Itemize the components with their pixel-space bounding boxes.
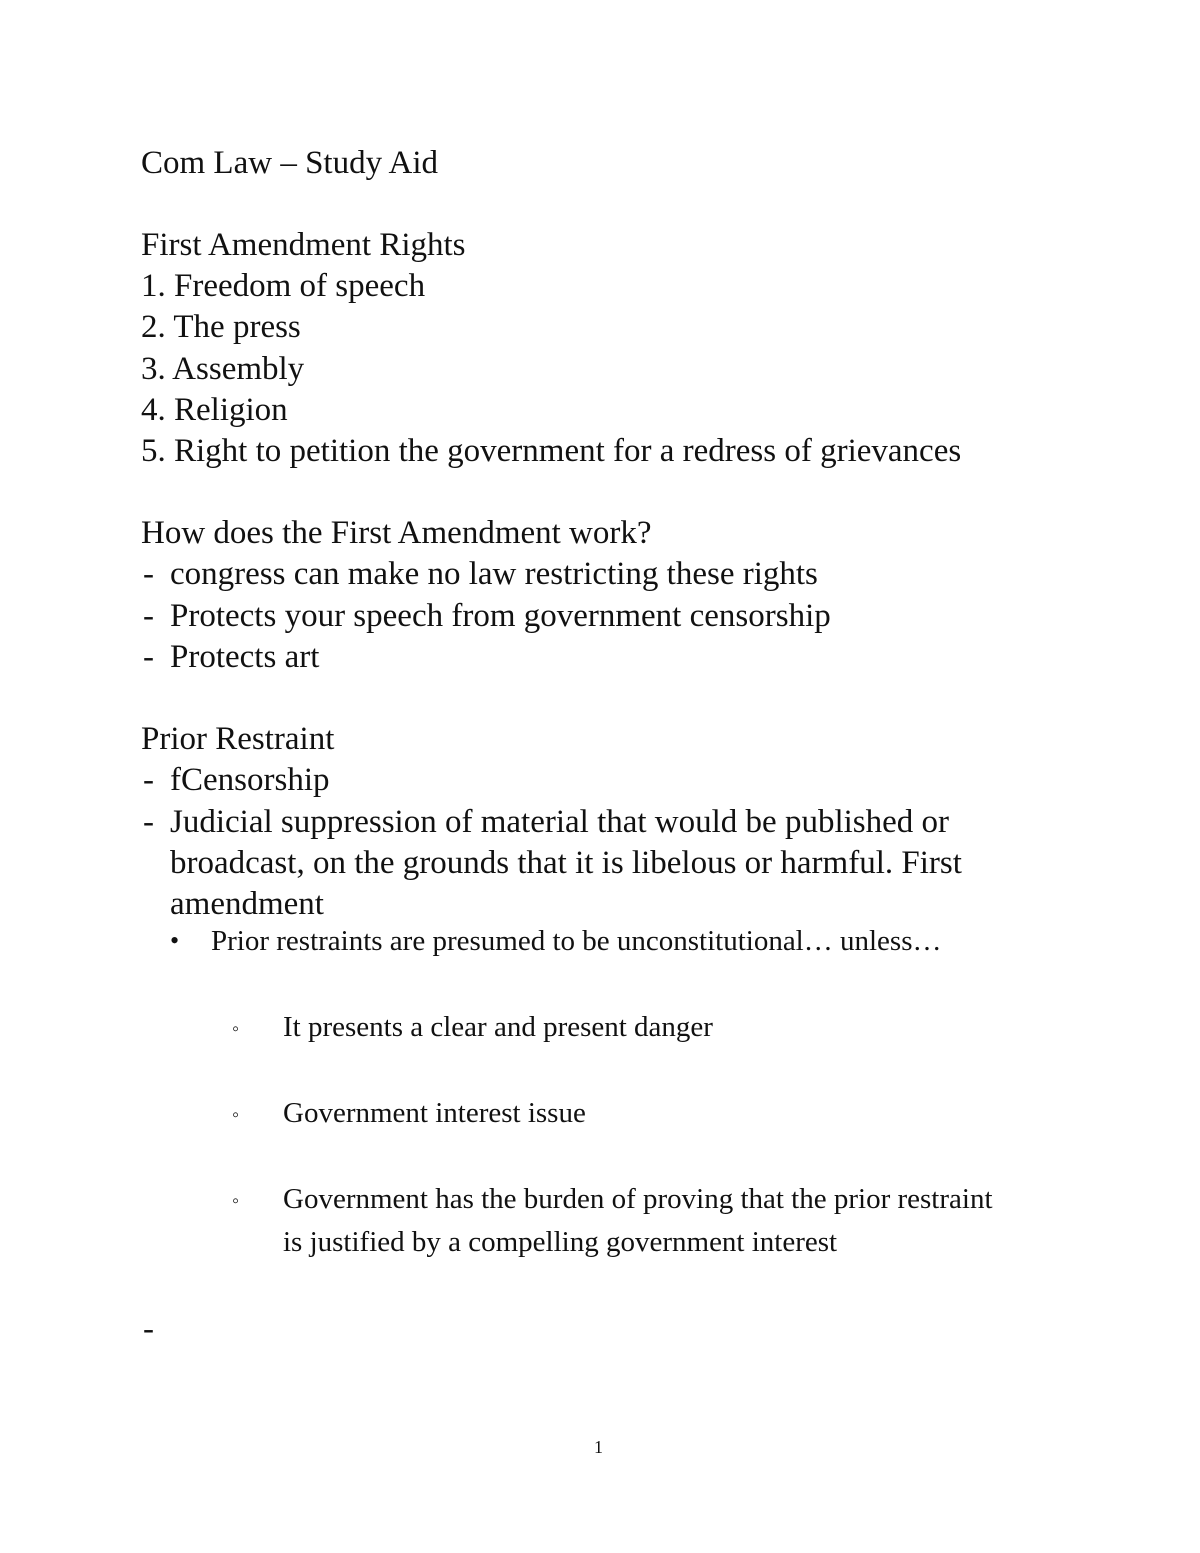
dash-marker: - <box>143 598 154 634</box>
dash-marker: - <box>143 804 154 840</box>
prior-item-definition: amendment <box>170 886 324 922</box>
how-item: Protects art <box>170 639 320 675</box>
trailing-dash: - <box>143 1311 154 1347</box>
prior-heading: Prior Restraint <box>141 721 335 757</box>
rights-item: 5. Right to petition the government for a redress of grievances <box>141 433 962 469</box>
prior-bullet: Prior restraints are presumed to be unconstitutional… unless… <box>211 925 942 957</box>
circle-marker: ◦ <box>232 1104 240 1126</box>
how-item: congress can make no law restricting these rights <box>170 556 818 592</box>
rights-heading: First Amendment Rights <box>141 227 466 263</box>
prior-sub-item: Government interest issue <box>283 1097 586 1129</box>
rights-item: 4. Religion <box>141 392 288 428</box>
prior-sub-item: Government has the burden of proving that the prior restraint <box>283 1183 993 1215</box>
prior-sub-item: It presents a clear and present danger <box>283 1011 713 1043</box>
dash-marker: - <box>143 762 154 798</box>
document-title: Com Law – Study Aid <box>141 145 439 181</box>
rights-item: 1. Freedom of speech <box>141 268 426 304</box>
prior-item-definition: broadcast, on the grounds that it is libelous or harmful. First <box>170 845 962 881</box>
rights-item: 3. Assembly <box>141 351 305 387</box>
circle-marker: ◦ <box>232 1018 240 1040</box>
prior-sub-item: is justified by a compelling government interest <box>283 1226 838 1258</box>
prior-item-censorship: fCensorship <box>170 762 330 798</box>
rights-item: 2. The press <box>141 309 301 345</box>
circle-marker: ◦ <box>232 1190 240 1212</box>
how-heading: How does the First Amendment work? <box>141 515 652 551</box>
prior-item-definition: Judicial suppression of material that would be published or <box>170 804 950 840</box>
bullet-marker: • <box>170 926 180 955</box>
how-item: Protects your speech from government censorship <box>170 598 831 634</box>
dash-marker: - <box>143 639 154 675</box>
dash-marker: - <box>143 556 154 592</box>
page-number: 1 <box>594 1437 603 1457</box>
